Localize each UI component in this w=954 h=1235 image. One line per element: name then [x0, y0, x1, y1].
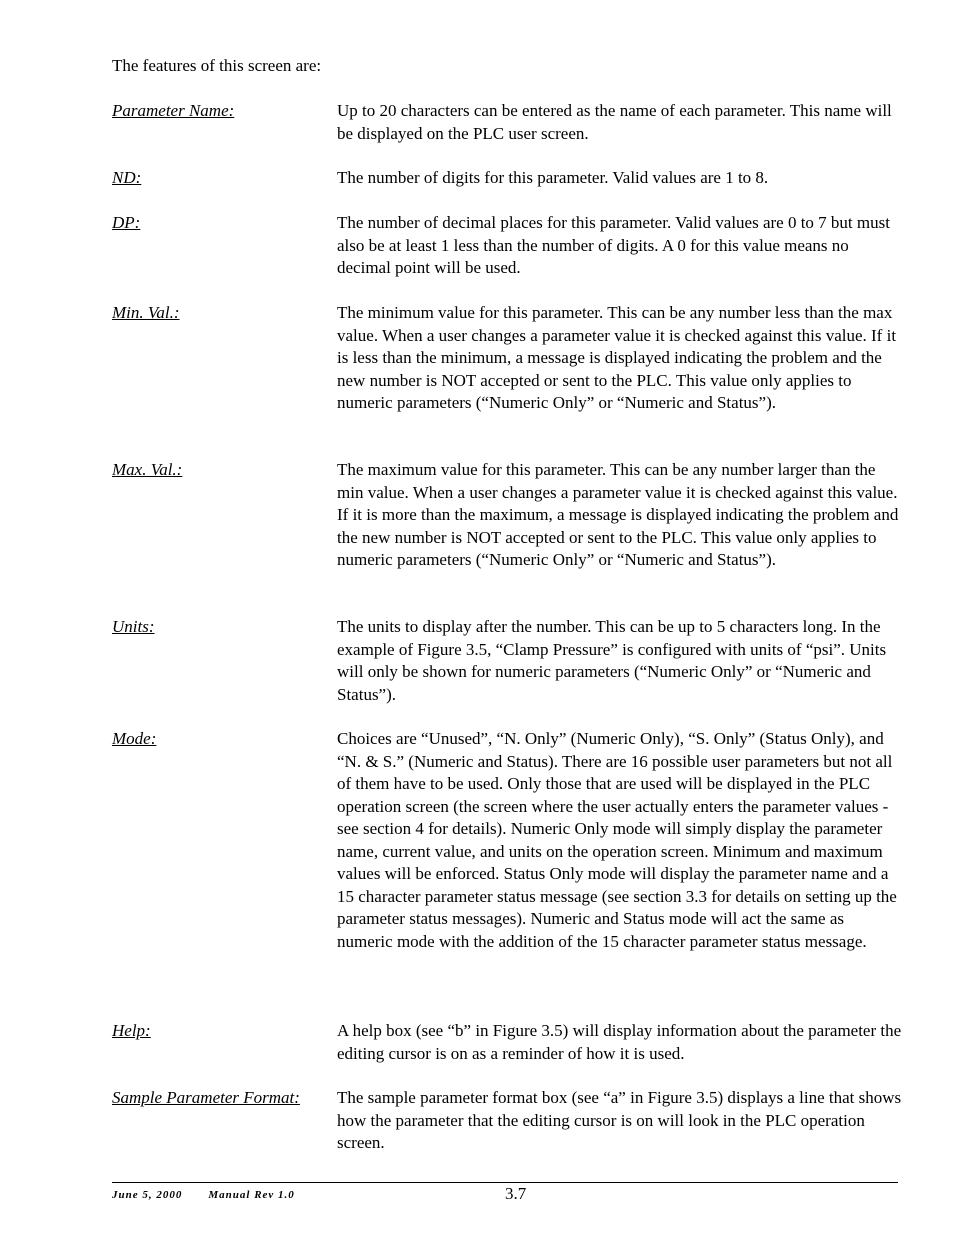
page-number: 3.7 [505, 1184, 527, 1203]
term-max-val: Max. Val.: [112, 460, 183, 479]
footer-info [112, 1188, 295, 1202]
description-parameter-name: Up to 20 characters can be entered as the name of each parameter. This name will be displayed on the PLC user screen. [337, 101, 892, 143]
term-parameter-name: Parameter Name: [112, 101, 235, 120]
description-units: The units to display after the number. This can be up to 5 characters long. In the example of Figure 3.5, “Clamp Pressure” is configured with units of “psi”. Units will only be shown for numeric parameters (“Numeric Only” or “Numeric and Status”). [337, 617, 887, 704]
description-max-val: The maximum value for this parameter. This can be any number larger than the min value. When a user changes a parameter value it is checked against this value. If it is more than the maximum, a message is displayed indicating the problem and the new number is NOT accepted or sent to the PLC. This value only applies to numeric parameters (“Numeric Only” or “Numeric and Status”). [337, 460, 899, 569]
term-units: Units: [112, 617, 155, 636]
description-min-val: The minimum value for this parameter. This can be any number less than the max value. When a user changes a parameter value it is checked against this value. If it is less than the minimum, a message is displayed indicating the problem and the new number is NOT accepted or sent to the PLC. This value only applies to numeric parameters (“Numeric Only” or “Numeric and Status”). [337, 303, 897, 412]
description-mode: Choices are “Unused”, “N. Only” (Numeric Only), “S. Only” (Status Only), and “N. & S.” (Numeric and Status). There are 16 possible user parameters but not all of them have to be used. Only those that are used will be displayed in the PLC operation screen (the screen where the user actually enters the parameter values - see section 4 for details). Numeric Only mode will simply display the parameter name, current value, and units on the operation screen. Minimum and maximum values will be enforced. Status Only mode will display the parameter name and a 15 character parameter status message (see section 3.3 for details on setting up the parameter status messages). Numeric and Status mode will act the same as numeric mode with the addition of the 15 character parameter status message. [337, 729, 897, 951]
term-min-val: Min. Val.: [112, 303, 180, 322]
footer-revision: Manual Rev 1.0 [208, 1189, 295, 1201]
term-dp: DP: [112, 213, 141, 232]
term-help: Help: [112, 1021, 151, 1040]
intro-text: The features of this screen are: [112, 56, 322, 75]
description-sample-parameter-format: The sample parameter format box (see “a” in Figure 3.5) displays a line that shows how the parameter that the editing cursor is on will look in the PLC operation screen. [337, 1088, 902, 1152]
footer-date: June 5, 2000 [112, 1189, 183, 1201]
term-mode: Mode: [112, 729, 157, 748]
description-help: A help box (see “b” in Figure 3.5) will display information about the parameter the editing cursor is on as a reminder of how it is used. [337, 1021, 902, 1063]
term-nd: ND: [112, 168, 142, 187]
term-sample-parameter-format: Sample Parameter Format: [112, 1088, 300, 1107]
description-dp: The number of decimal places for this parameter. Valid values are 0 to 7 but must also be at least 1 less than the number of digits. A 0 for this value means no decimal point will be used. [337, 213, 890, 277]
description-nd: The number of digits for this parameter. Valid values are 1 to 8. [337, 168, 769, 187]
